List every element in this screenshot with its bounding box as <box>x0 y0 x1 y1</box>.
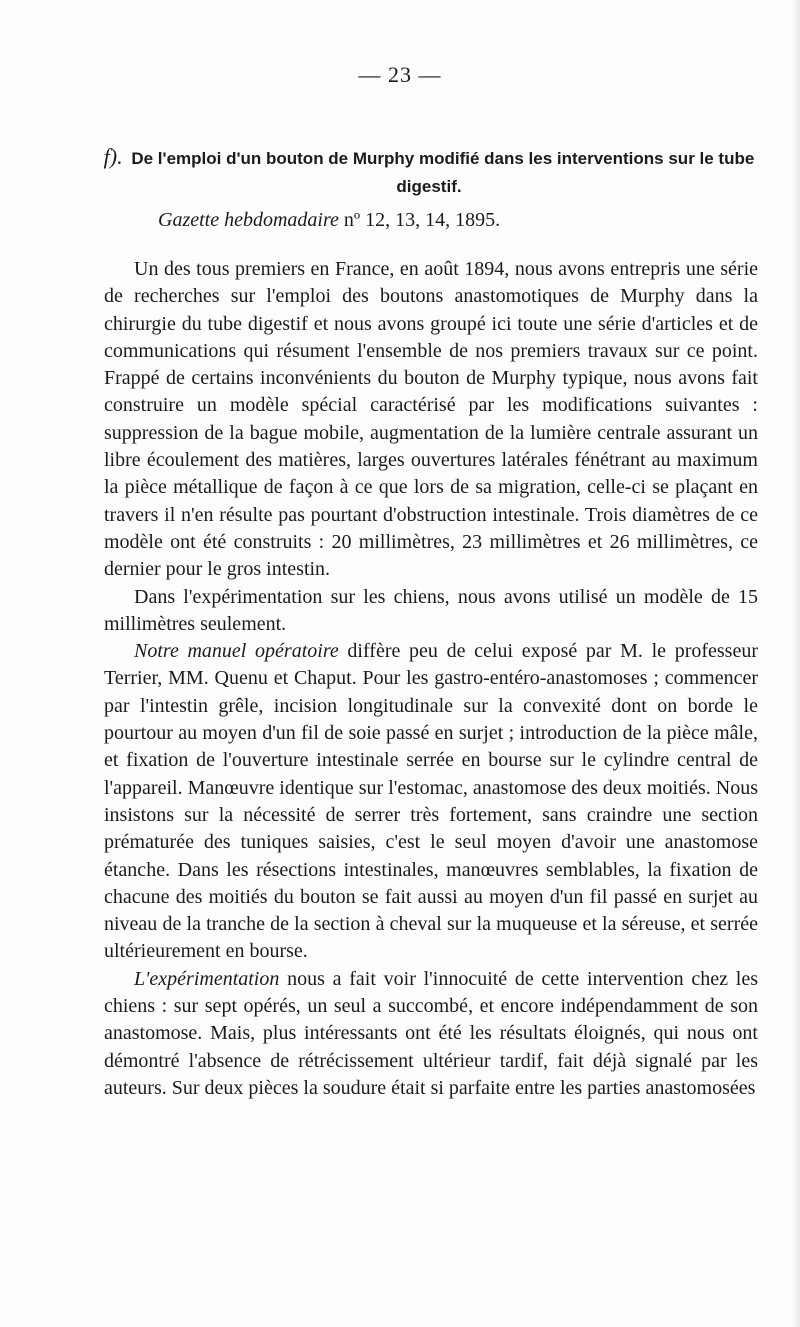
paragraph-1: Un des tous premiers en France, en août 1894, nous avons entrepris une série de recherches sur l'emploi des boutons anastomotiques de Murphy dans la chirurgie du tube digestif et nous avons groupé ici toute une série d'articles et de communications qui résument l'ensemble de nos premiers travaux sur ce point. Frappé de certains inconvénients du bouton de Murphy typique, nous avons fait construire un modèle spécial caractérisé par les modifications suivantes : suppression de la bague mobile, augmentation de la lumière centrale assurant un libre écoulement des matières, larges ouvertures latérales fénétrant au maximum la pièce métallique de façon à ce que lors de sa migration, celle-ci se plaçant en travers il n'en résulte pas pourtant d'obstruction intestinale. Trois diamètres de ce modèle ont été construits : 20 millimètres, 23 millimètres et 26 millimètres, ce dernier pour le gros intestin. <box>104 258 758 581</box>
citation <box>158 206 500 234</box>
page-edge-shadow <box>792 0 800 1327</box>
paragraph-3 <box>104 638 758 966</box>
body-text <box>104 256 758 1102</box>
entry-marker: f). <box>103 144 123 169</box>
paragraph-4 <box>104 966 758 1102</box>
paragraph-4-text: nous a fait voir l'innocuité de cette intervention chez les chiens : sur sept opérés, un seul a succombé, et encore indépendamment de son anastomose. Mais, plus intéressants ont été les résultats éloignés, qui nous ont démontré l'absence de rétrécissement ultérieur tardif, fait déjà signalé par les auteurs. Sur deux pièces la soudure était si parfaite entre les parties anastomosées <box>104 967 758 1099</box>
entry-title-text: De l'emploi d'un bouton de Murphy modifié dans les interventions sur le tube digestif. <box>131 149 755 196</box>
paragraph-3-text: diffère peu de celui exposé par M. le professeur Terrier, MM. Quenu et Chaput. Pour les gastro-entéro-anastomoses ; commencer par l'intestin grêle, incision longitudinale sur la convexité dont on borde le pourtour au moyen d'un fil de soie passé en surjet ; introduction de la pièce mâle, et fixation de l'ouverture intestinale serrée en bourse sur le cylindre central de l'appareil. Manœuvre identique sur l'estomac, anastomose des deux moitiés. Nous insistons sur la nécessité de serrer très fortement, sans craindre une section prématurée des tuniques saisies, c'est le seul moyen d'avoir une anastomose étanche. Dans les résections intestinales, manœuvres semblables, la fixation de chacune des moitiés du bouton se fait aussi au moyen d'un fil passé en surjet au niveau de la tranche de la section à cheval sur la muqueuse et la séreuse, et serrée ultérieurement en bourse. <box>104 640 758 963</box>
entry-title <box>96 143 762 201</box>
paragraph-3-lead: Notre manuel opératoire <box>134 640 339 663</box>
citation-journal: Gazette hebdomadaire <box>158 209 339 231</box>
paragraph-4-lead: L'expérimentation <box>134 967 280 990</box>
paragraph-2: Dans l'expérimentation sur les chiens, nous avons utilisé un modèle de 15 millimètres seulement. <box>104 585 758 635</box>
page-number: — 23 — <box>358 62 442 87</box>
citation-issue: nº 12, 13, 14, 1895. <box>343 209 501 231</box>
